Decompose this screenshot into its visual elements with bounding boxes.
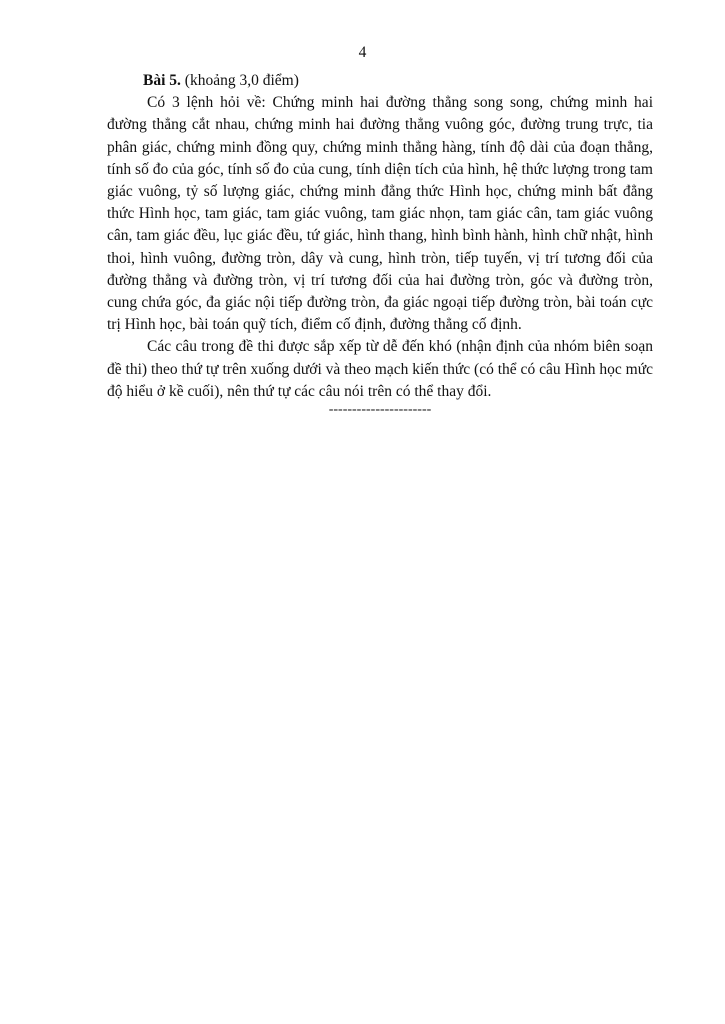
paragraph-topics: Có 3 lệnh hỏi về: Chứng minh hai đường thẳng song song, chứng minh hai đường thẳng cắt nhau, chứng minh hai đường thẳng vuông góc, đường trung trực, tia phân giác, chứng minh đồng quy, chứng minh thẳng hàng, tính độ dài của đoạn thẳng, tính số đo của góc, tính số đo của cung, tính diện tích của hình, hệ thức lượng trong tam giác vuông, tỷ số lượng giác, chứng minh đẳng thức Hình học, chứng minh bất đẳng thức Hình học, tam giác, tam giác vuông, tam giác nhọn, tam giác cân, tam giác vuông cân, tam giác đều, lục giác đều, tứ giác, hình thang, hình bình hành, hình chữ nhật, hình thoi, hình vuông, đường tròn, dây và cung, hình tròn, tiếp tuyến, vị trí tương đối của đường thẳng và đường tròn, vị trí tương đối của hai đường tròn, góc và đường tròn, cung chứa góc, đa giác nội tiếp đường tròn, đa giác ngoại tiếp đường tròn, bài toán cực trị Hình học, bài toán quỹ tích, điểm cố định, đường thẳng cố định. [107,94,653,334]
section-heading-label: Bài 5. [143,72,181,89]
document-body [107,70,653,417]
section-heading-note: (khoảng 3,0 điểm) [180,72,299,89]
section-heading [107,70,653,92]
section-divider: ---------------------- [328,402,432,418]
paragraph-ordering: Các câu trong đề thi được sắp xếp từ dễ đến khó (nhận định của nhóm biên soạn đề thi) theo thứ tự trên xuống dưới và theo mạch kiến thức (có thể có câu Hình học mức độ hiểu ở kề cuối), nên thứ tự các câu nói trên có thể thay đổi. [107,338,653,400]
page-number: 4 [358,44,367,61]
